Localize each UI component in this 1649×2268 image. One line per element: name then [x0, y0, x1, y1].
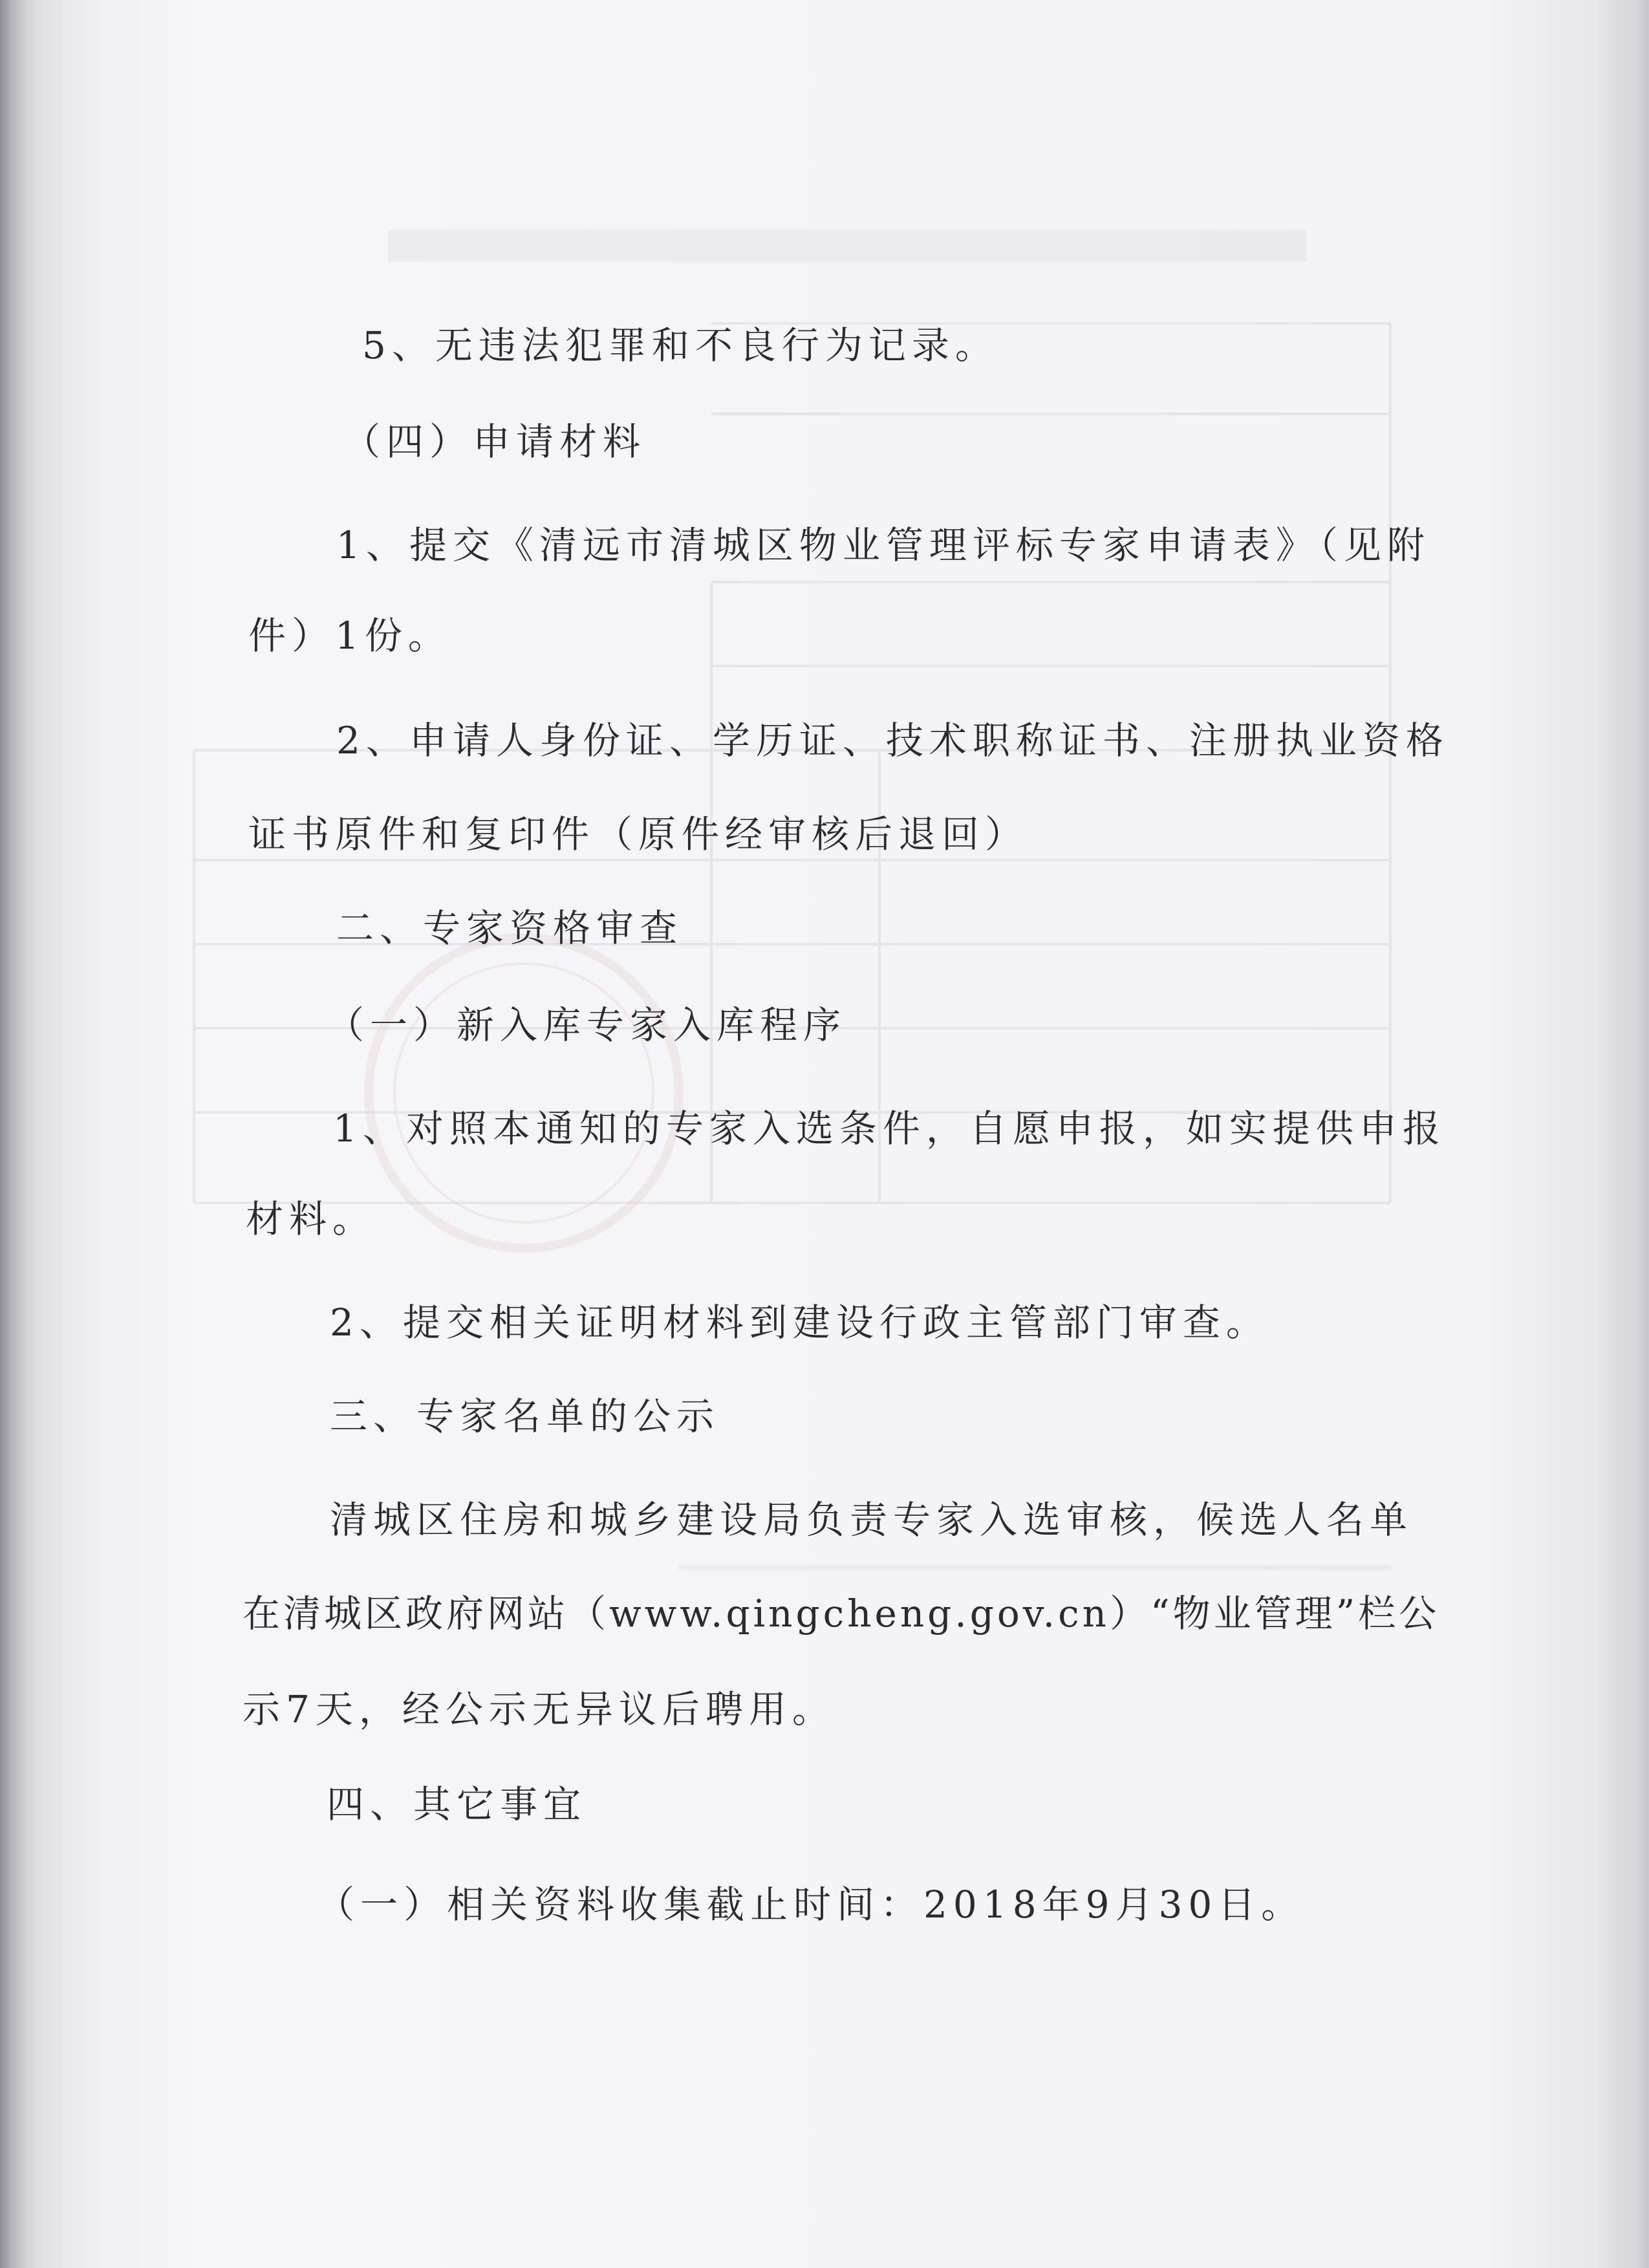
text-line-8: （一）新入库专家入库程序 — [327, 1003, 847, 1047]
text-line-17: （一）相关资料收集截止时间：2018年9月30日。 — [317, 1883, 1305, 1927]
text-line-4: 件）1份。 — [248, 614, 451, 658]
text-line-14: 在清城区政府网站（www.qingcheng.gov.cn）“物业管理”栏公 — [242, 1592, 1440, 1636]
text-line-2: （四）申请材料 — [343, 420, 647, 464]
text-line-9: 1、对照本通知的专家入选条件，自愿申报，如实提供申报 — [333, 1107, 1446, 1150]
text-line-15: 示7天，经公示无异议后聘用。 — [242, 1687, 835, 1731]
text-line-1: 5、无违法犯罪和不良行为记录。 — [362, 323, 998, 367]
text-line-6: 证书原件和复印件（原件经审核后退回） — [248, 812, 1029, 856]
text-line-13: 清城区住房和城乡建设局负责专家入选审核，候选人名单 — [330, 1498, 1414, 1542]
text-line-3: 1、提交《清远市清城区物业管理评标专家申请表》（见附 — [336, 523, 1430, 567]
text-line-5: 2、申请人身份证、学历证、技术职称证书、注册执业资格 — [336, 718, 1449, 762]
text-line-16: 四、其它事宜 — [327, 1782, 587, 1826]
text-line-10: 材料。 — [246, 1197, 376, 1241]
text-line-12: 三、专家名单的公示 — [330, 1394, 720, 1438]
text-line-7: 二、专家资格审查 — [336, 906, 684, 950]
text-line-11: 2、提交相关证明材料到建设行政主管部门审查。 — [330, 1301, 1269, 1345]
